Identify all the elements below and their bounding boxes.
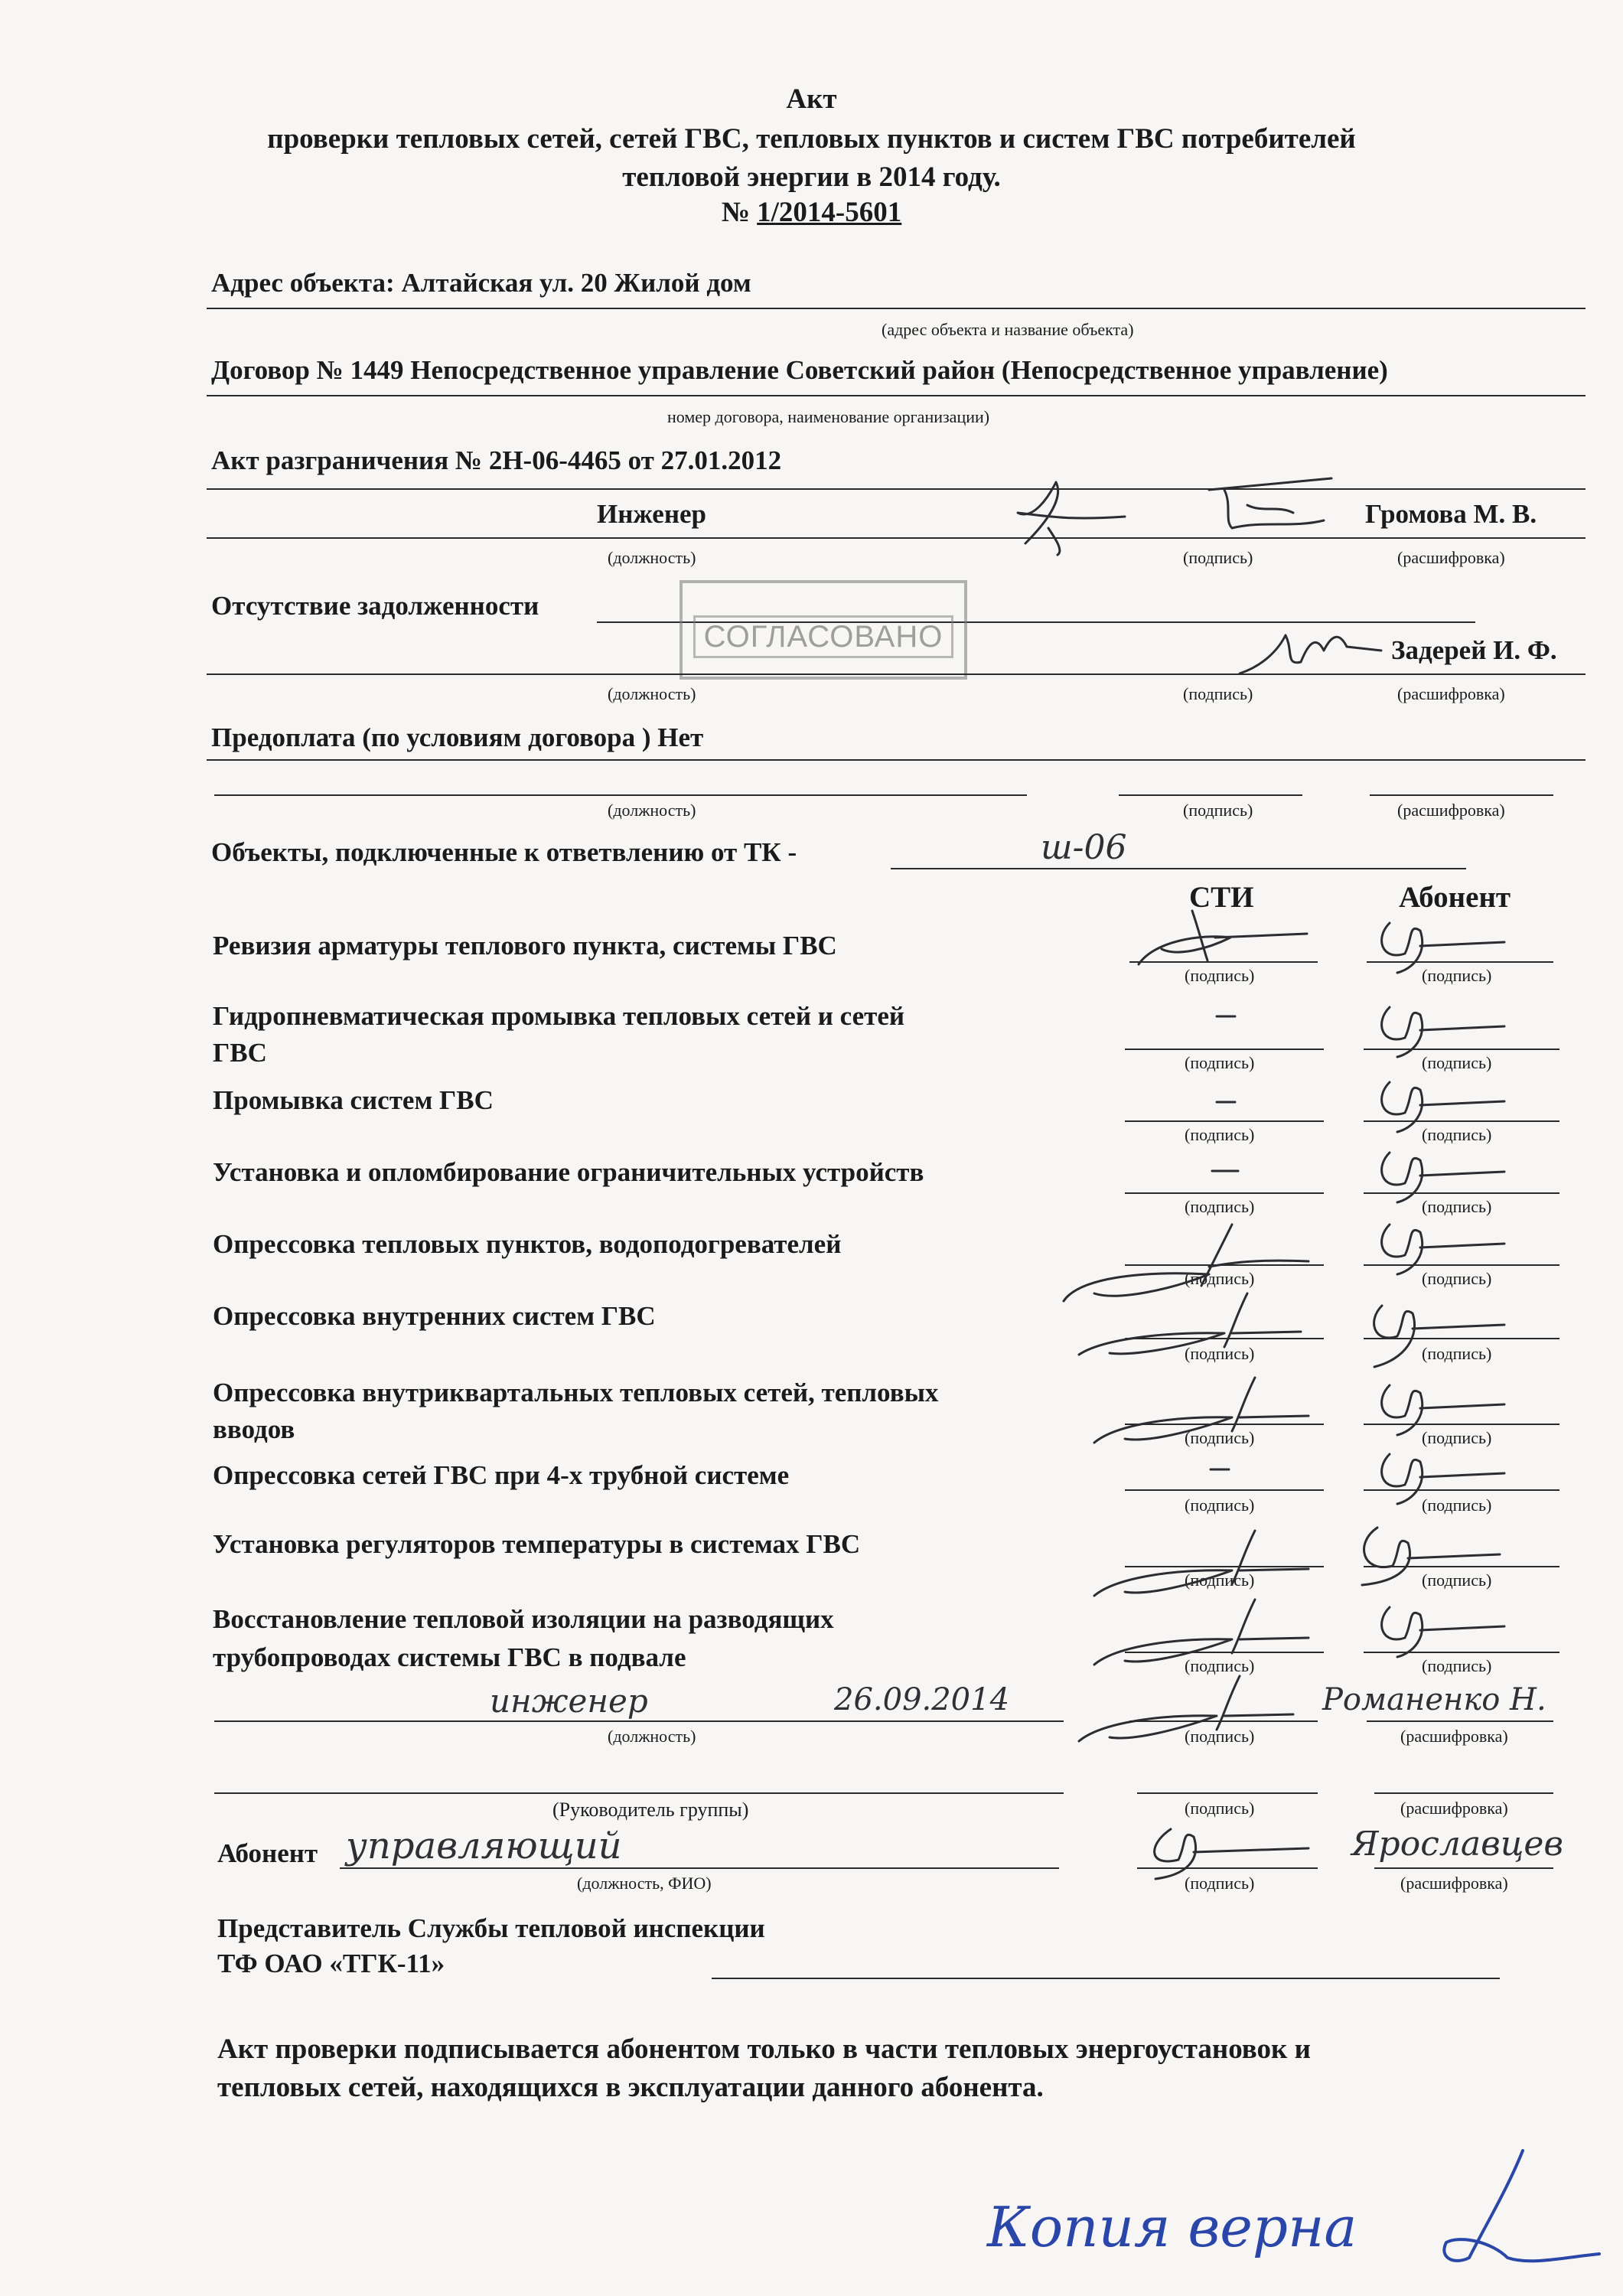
work-title: Восстановление тепловой изоляции на разводящих bbox=[213, 1604, 834, 1634]
demarcation-label: Акт разграничения № 2Н-06-4465 от 27.01.2012 bbox=[211, 445, 782, 475]
debt-underline-2 bbox=[207, 673, 1586, 675]
prepayment-position-line bbox=[214, 794, 1027, 796]
sti-signature bbox=[1071, 1286, 1316, 1370]
approval-stamp-text: СОГЛАСОВАНО bbox=[693, 615, 953, 658]
work-sti-caption: (подпись) bbox=[1185, 966, 1255, 985]
work-title-cont: трубопроводах системы ГВС в подвале bbox=[213, 1642, 686, 1672]
column-subscriber: Абонент bbox=[1399, 881, 1511, 914]
debt-signature bbox=[1232, 620, 1385, 681]
sti-position-handwritten: инженер bbox=[490, 1682, 648, 1720]
work-subscriber-caption: (подпись) bbox=[1422, 1344, 1492, 1363]
work-subscriber-caption: (подпись) bbox=[1422, 1656, 1492, 1675]
debt-cap-name: (расшифровка) bbox=[1397, 684, 1505, 703]
engineer-underline bbox=[207, 537, 1586, 539]
sti-name-handwritten: Романенко Н. bbox=[1322, 1682, 1546, 1717]
subscriber-label: Абонент bbox=[217, 1838, 318, 1868]
subscriber-signature bbox=[1367, 1137, 1520, 1206]
footer-line-1: Акт проверки подписывается абонентом только в части тепловых энергоустановок и bbox=[217, 2033, 1311, 2065]
work-subscriber-caption: (подпись) bbox=[1422, 966, 1492, 985]
work-title: Опрессовка внутренних систем ГВС bbox=[213, 1301, 656, 1331]
subscriber-position-handwritten: управляющий bbox=[346, 1825, 622, 1867]
work-title: Промывка систем ГВС bbox=[213, 1085, 494, 1115]
subscriber-signature bbox=[1367, 1439, 1520, 1508]
work-title-cont: ГВС bbox=[213, 1038, 267, 1068]
approval-stamp bbox=[680, 580, 967, 680]
work-subscriber-caption: (подпись) bbox=[1422, 1125, 1492, 1144]
subscriber-name-handwritten: Ярославцев bbox=[1351, 1825, 1564, 1864]
work-subscriber-caption: (подпись) bbox=[1422, 1053, 1492, 1072]
work-subscriber-caption: (подпись) bbox=[1422, 1428, 1492, 1447]
copy-certification-signature bbox=[1423, 2143, 1607, 2281]
group-head-signature-line bbox=[1137, 1792, 1318, 1794]
sti-cap-signature: (подпись) bbox=[1185, 1727, 1255, 1746]
doc-subtitle-2: тепловой энергии в 2014 году. bbox=[622, 161, 1001, 193]
subscriber-final-signature bbox=[1125, 1814, 1316, 1883]
subscriber-signature bbox=[1367, 1067, 1520, 1136]
prepayment-label: Предоплата (по условиям договора ) Нет bbox=[211, 722, 704, 752]
debt-label: Отсутствие задолженности bbox=[211, 591, 539, 621]
work-sti-caption: (подпись) bbox=[1185, 1428, 1255, 1447]
work-sti-caption: (подпись) bbox=[1185, 1495, 1255, 1515]
sti-signature bbox=[1087, 1370, 1316, 1454]
engineer-cap-name: (расшифровка) bbox=[1397, 548, 1505, 567]
work-sti-line bbox=[1125, 1192, 1324, 1194]
debt-name: Задерей И. Ф. bbox=[1391, 635, 1557, 665]
contract-label: Договор № 1449 Непосредственное управление Советский район (Непосредственное управление) bbox=[211, 355, 1388, 385]
engineer-position: Инженер bbox=[597, 499, 707, 529]
objects-label: Объекты, подключенные к ответвлению от ТК - bbox=[211, 837, 797, 867]
sti-cap-position: (должность) bbox=[608, 1727, 696, 1746]
doc-number bbox=[0, 196, 1623, 229]
doc-title: Акт bbox=[786, 83, 837, 115]
work-subscriber-caption: (подпись) bbox=[1422, 1197, 1492, 1216]
inspection-line-1: Представитель Службы тепловой инспекции bbox=[217, 1913, 765, 1943]
group-head-caption: (Руководитель группы) bbox=[552, 1799, 749, 1821]
doc-number-value: 1/2014-5601 bbox=[757, 197, 902, 228]
work-title: Опрессовка внутриквартальных тепловых сетей, тепловых bbox=[213, 1378, 939, 1407]
prepayment-cap-name: (расшифровка) bbox=[1397, 801, 1505, 820]
engineer-signature-2 bbox=[1201, 475, 1339, 543]
subscriber-signature bbox=[1367, 1592, 1520, 1661]
group-head-cap-name: (расшифровка) bbox=[1400, 1799, 1508, 1818]
work-title: Опрессовка тепловых пунктов, водоподогревателей bbox=[213, 1229, 842, 1259]
prepayment-underline bbox=[207, 759, 1586, 761]
group-head-name-line bbox=[1374, 1792, 1553, 1794]
work-sti-line bbox=[1125, 1120, 1324, 1122]
work-sti-line bbox=[1125, 1489, 1324, 1491]
inspection-line-2: ТФ ОАО «ТГК-11» bbox=[217, 1949, 445, 1978]
sti-signature bbox=[1087, 1592, 1316, 1676]
sti-dash bbox=[1215, 1009, 1238, 1024]
subscriber-signature bbox=[1347, 1512, 1515, 1589]
work-subscriber-caption: (подпись) bbox=[1422, 1269, 1492, 1288]
subscriber-cap-name: (расшифровка) bbox=[1400, 1874, 1508, 1893]
contract-caption: номер договора, наименование организации) bbox=[667, 407, 990, 426]
work-sti-caption: (подпись) bbox=[1185, 1656, 1255, 1675]
sti-cap-name: (расшифровка) bbox=[1400, 1727, 1508, 1746]
sti-dash bbox=[1215, 1094, 1238, 1110]
sti-dash bbox=[1211, 1163, 1241, 1179]
debt-cap-position: (должность) bbox=[608, 684, 696, 703]
inspection-line bbox=[712, 1978, 1500, 1979]
work-title-cont: вводов bbox=[213, 1414, 295, 1444]
subscriber-signature bbox=[1367, 908, 1520, 977]
sti-position-line bbox=[214, 1720, 1064, 1722]
prepayment-cap-position: (должность) bbox=[608, 801, 696, 820]
work-sti-caption: (подпись) bbox=[1185, 1125, 1255, 1144]
work-title: Гидропневматическая промывка тепловых сетей и сетей bbox=[213, 1001, 905, 1031]
work-title: Ревизия арматуры теплового пункта, системы ГВС bbox=[213, 931, 837, 960]
subscriber-cap-signature: (подпись) bbox=[1185, 1874, 1255, 1893]
sti-signature bbox=[1131, 903, 1322, 972]
column-sti: СТИ bbox=[1189, 881, 1254, 914]
work-sti-caption: (подпись) bbox=[1185, 1197, 1255, 1216]
sti-date-handwritten: 26.09.2014 bbox=[834, 1682, 1010, 1717]
objects-underline bbox=[891, 868, 1466, 869]
engineer-cap-position: (должность) bbox=[608, 548, 696, 567]
subscriber-signature bbox=[1367, 1209, 1520, 1278]
sti-signature-line bbox=[1129, 1720, 1318, 1722]
demarcation-underline bbox=[207, 488, 1586, 490]
work-sti-caption: (подпись) bbox=[1185, 1269, 1255, 1288]
copy-note-handwritten: Копия верна bbox=[987, 2195, 1357, 2259]
engineer-signature-1 bbox=[1002, 475, 1133, 559]
subscriber-signature bbox=[1367, 992, 1520, 1061]
address-label: Адрес объекта: Алтайская ул. 20 Жилой дом bbox=[211, 268, 751, 298]
contract-underline bbox=[207, 395, 1586, 396]
address-caption: (адрес объекта и название объекта) bbox=[882, 320, 1134, 339]
sti-name-line bbox=[1367, 1720, 1553, 1722]
debt-cap-signature: (подпись) bbox=[1183, 684, 1253, 703]
prepayment-name-line bbox=[1370, 794, 1553, 796]
subscriber-signature-line bbox=[1137, 1867, 1318, 1869]
subscriber-position-line bbox=[340, 1867, 1059, 1869]
work-sti-caption: (подпись) bbox=[1185, 1344, 1255, 1363]
footer-line-2: тепловых сетей, находящихся в эксплуатации данного абонента. bbox=[217, 2072, 1044, 2103]
work-subscriber-caption: (подпись) bbox=[1422, 1570, 1492, 1590]
work-title: Опрессовка сетей ГВС при 4-х трубной системе bbox=[213, 1460, 790, 1490]
work-sti-caption: (подпись) bbox=[1185, 1570, 1255, 1590]
doc-number-prefix: № bbox=[721, 197, 758, 228]
subscriber-name-line bbox=[1374, 1867, 1553, 1869]
group-head-line bbox=[214, 1792, 1064, 1794]
engineer-cap-signature: (подпись) bbox=[1183, 548, 1253, 567]
engineer-name: Громова М. В. bbox=[1365, 499, 1537, 529]
group-head-cap-signature: (подпись) bbox=[1185, 1799, 1255, 1818]
work-title: Установка регуляторов температуры в системах ГВС bbox=[213, 1529, 861, 1559]
work-sti-caption: (подпись) bbox=[1185, 1053, 1255, 1072]
work-title: Установка и опломбирование ограничительных устройств bbox=[213, 1157, 924, 1187]
sti-dash bbox=[1209, 1462, 1232, 1477]
work-subscriber-caption: (подпись) bbox=[1422, 1495, 1492, 1515]
subscriber-signature bbox=[1359, 1283, 1520, 1375]
subscriber-cap-position: (должность, ФИО) bbox=[577, 1874, 712, 1893]
doc-subtitle-1: проверки тепловых сетей, сетей ГВС, тепловых пунктов и систем ГВС потребителей bbox=[267, 123, 1356, 155]
prepayment-cap-signature: (подпись) bbox=[1183, 801, 1253, 820]
work-sti-line bbox=[1125, 1049, 1324, 1050]
address-underline bbox=[207, 308, 1586, 309]
prepayment-signature-line bbox=[1119, 794, 1302, 796]
subscriber-signature bbox=[1367, 1370, 1520, 1439]
objects-value-handwritten: ш-06 bbox=[1041, 828, 1127, 867]
